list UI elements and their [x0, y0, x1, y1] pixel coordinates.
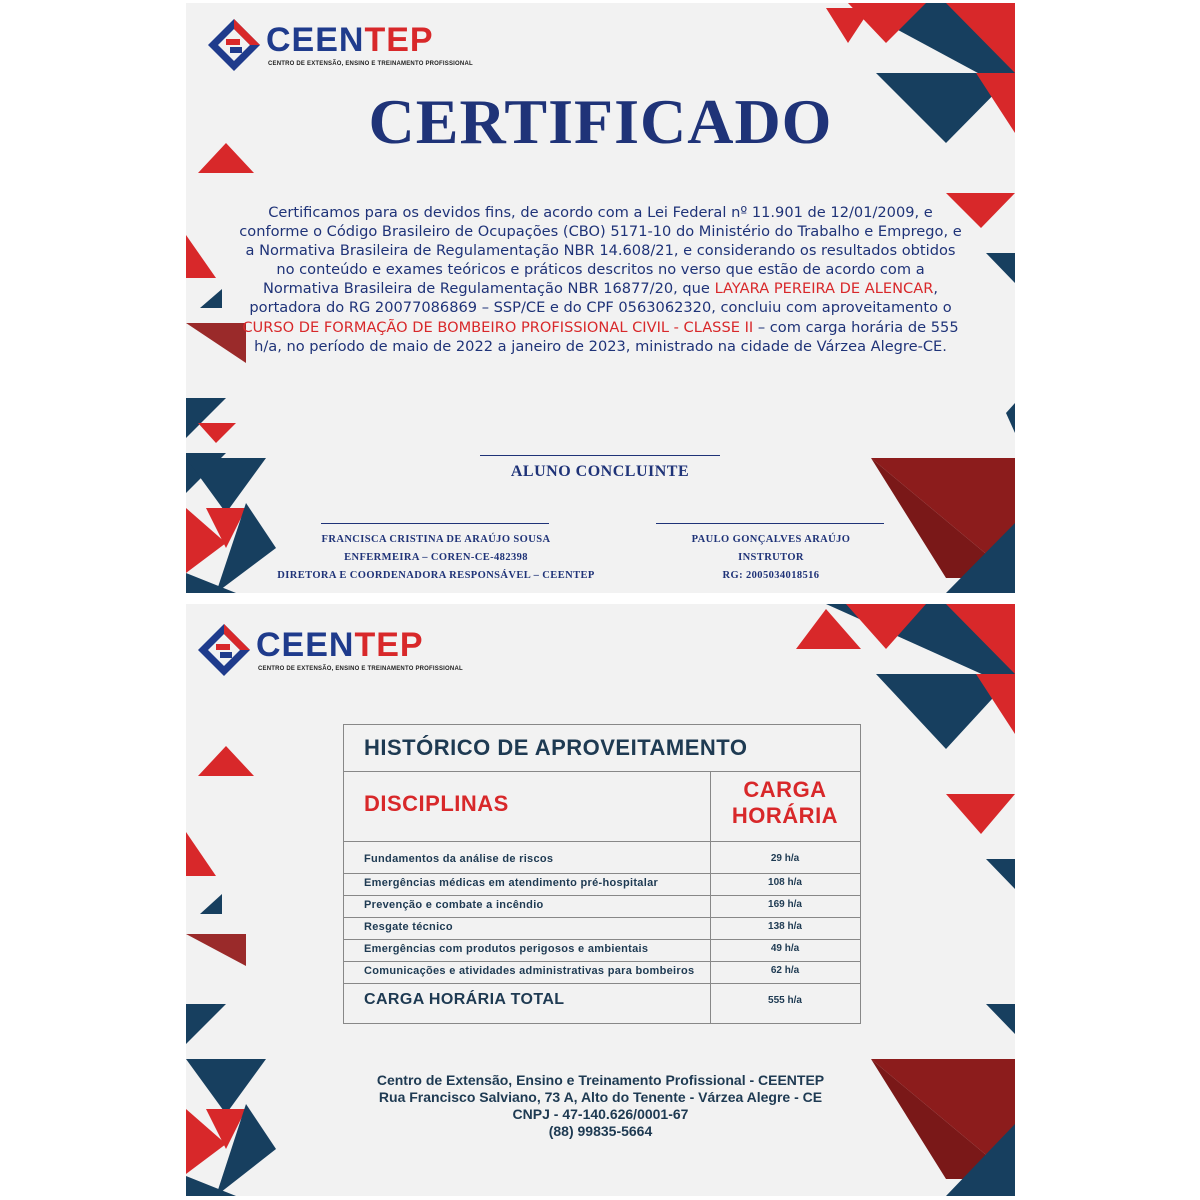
table-row [344, 895, 860, 917]
table-row [344, 873, 860, 895]
brand-name: CEENTEP [256, 626, 424, 664]
brand-tagline: CENTRO DE EXTENSÃO, ENSINO E TREINAMENTO PROFISSIONAL [258, 666, 463, 672]
certificate-front-page [186, 3, 1015, 593]
brand-tagline: CENTRO DE EXTENSÃO, ENSINO E TREINAMENTO PROFISSIONAL [268, 61, 473, 67]
discipline-name: Comunicações e atividades administrativas para bombeiros [364, 965, 695, 977]
director-name: FRANCISCA CRISTINA DE ARAÚJO SOUSA [321, 534, 551, 545]
discipline-hours: 169 h/a [768, 899, 802, 910]
history-title: HISTÓRICO DE APROVEITAMENTO [364, 735, 748, 760]
ceentep-logo [196, 622, 463, 682]
discipline-name: Resgate técnico [364, 921, 453, 933]
hours-header: CARGA HORÁRIA [731, 777, 839, 828]
disciplines-header: DISCIPLINAS [364, 791, 509, 816]
discipline-hours: 138 h/a [768, 921, 802, 932]
table-row [344, 917, 860, 939]
footer-phone: (88) 99835-5664 [548, 1123, 653, 1139]
instructor-role: INSTRUTOR [738, 552, 804, 563]
course-name: CURSO DE FORMAÇÃO DE BOMBEIRO PROFISSIONAL CIVIL - CLASSE II [242, 318, 754, 336]
table-row [344, 849, 860, 871]
table-row [344, 939, 860, 961]
certificate-title: CERTIFICADO [368, 86, 833, 157]
table-divider [344, 841, 860, 842]
discipline-hours: 49 h/a [770, 943, 800, 954]
ceentep-logo-icon [206, 17, 262, 73]
discipline-name: Emergências médicas em atendimento pré-hospitalar [364, 877, 659, 889]
body-intro: Certificamos para os devidos fins, de acordo com a Lei Federal nº 11.901 de 12/01/2009, e conforme o Código Brasileiro de Ocupações (CBO) 5171-10 do Ministério do Trabalho e Emprego, e a Normativa Brasileira de Regulamentação NBR 14.608/21, e considerando os resultados obtidos no conteúdo e exames teóricos e práticos descritos no verso que estão de acordo com a Normativa Brasileira de Regulamentação NBR 16877/20, que [239, 204, 962, 298]
table-divider [344, 771, 860, 772]
director-title: DIRETORA E COORDENADORA RESPONSÁVEL – CEENTEP [277, 570, 595, 581]
student-name: LAYARA PEREIRA DE ALENCAR [714, 280, 934, 298]
discipline-hours: 29 h/a [770, 853, 800, 864]
discipline-hours: 108 h/a [768, 877, 802, 888]
table-divider [344, 983, 860, 984]
ceentep-logo [206, 17, 473, 77]
discipline-name: Emergências com produtos perigosos e ambientais [364, 943, 649, 955]
total-hours-label: CARGA HORÁRIA TOTAL [364, 991, 565, 1008]
brand-name: CEENTEP [266, 21, 434, 59]
signature-block-instructor [646, 531, 896, 585]
student-signature-label: ALUNO CONCLUINTE [510, 463, 690, 480]
institution-footer [186, 1072, 1015, 1140]
certificate-back-page [186, 604, 1015, 1196]
signature-line-instructor [656, 523, 884, 524]
signature-line-director [321, 523, 549, 524]
body-middle: , portadora do RG 20077086869 – SSP/CE e do CPF 0563062320, concluiu com aproveitamento o [249, 280, 952, 317]
signature-block-director [246, 531, 626, 585]
table-row [344, 961, 860, 983]
footer-institution-name: Centro de Extensão, Ensino e Treinamento Profissional - CEENTEP [376, 1072, 825, 1088]
instructor-rg: RG: 2005034018516 [722, 570, 820, 581]
student-signature-line [480, 455, 720, 456]
footer-address: Rua Francisco Salviano, 73 A, Alto do Tenente - Várzea Alegre - CE [378, 1089, 823, 1105]
discipline-hours: 62 h/a [770, 965, 800, 976]
total-hours-value: 555 h/a [768, 995, 802, 1006]
discipline-name: Fundamentos da análise de riscos [364, 853, 554, 865]
ceentep-logo-icon [196, 622, 252, 678]
history-table [343, 724, 861, 1024]
discipline-name: Prevenção e combate a incêndio [364, 899, 544, 911]
body-end: – com carga horária de 555 h/a, no período de maio de 2022 a janeiro de 2023, ministrado na cidade de Várzea Alegre-CE. [254, 318, 959, 355]
certificate-body [236, 203, 965, 356]
instructor-name: PAULO GONÇALVES ARAÚJO [691, 534, 851, 545]
footer-cnpj: CNPJ - 47-140.626/0001-67 [512, 1106, 689, 1122]
director-role: ENFERMEIRA – COREN-CE-482398 [344, 552, 528, 563]
